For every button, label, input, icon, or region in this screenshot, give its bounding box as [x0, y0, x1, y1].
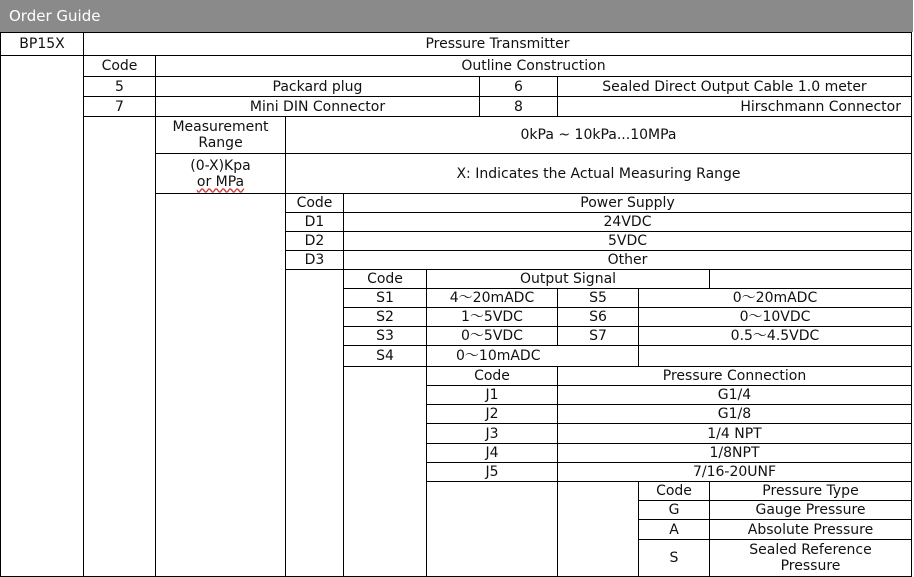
output-label: 0～10mADC	[426, 345, 639, 367]
output-title: Output Signal	[426, 269, 710, 289]
connection-title: Pressure Connection	[557, 366, 912, 386]
connection-code-header: Code	[426, 366, 558, 386]
connection-label: 1/4 NPT	[557, 423, 912, 444]
output-label: 0.5～4.5VDC	[638, 326, 912, 346]
outline-code: 5	[83, 76, 156, 97]
output-label: 4～20mADC	[426, 288, 558, 308]
ptype-code: S	[638, 539, 710, 577]
range-x-label	[155, 153, 286, 194]
outline-code: 7	[83, 96, 156, 117]
model-name: Pressure Transmitter	[83, 32, 912, 56]
connection-label: 7/16-20UNF	[557, 462, 912, 482]
outline-title: Outline Construction	[155, 55, 912, 77]
connection-label: G1/8	[557, 404, 912, 424]
connection-label: 1/8NPT	[557, 443, 912, 463]
order-guide-title: Order Guide	[9, 7, 101, 25]
ptype-label: Absolute Pressure	[709, 519, 912, 540]
connection-code: J3	[426, 423, 558, 444]
outline-code-header: Code	[83, 55, 156, 77]
outline-label: Packard plug	[155, 76, 480, 97]
range-value: 0kPa ~ 10kPa...10MPa	[285, 116, 912, 154]
power-code: D1	[285, 212, 344, 232]
power-title: Power Supply	[343, 193, 912, 213]
output-code: S5	[557, 288, 639, 308]
connection-code: J2	[426, 404, 558, 424]
ptype-label: Sealed Reference Pressure	[709, 539, 912, 577]
power-label: Other	[343, 250, 912, 270]
output-blank	[638, 345, 912, 367]
output-label: 0～5VDC	[426, 326, 558, 346]
connection-code: J4	[426, 443, 558, 463]
range-x-label-line2: or MPa	[196, 173, 245, 190]
power-code-header: Code	[285, 193, 344, 213]
ptype-label: Gauge Pressure	[709, 500, 912, 520]
outline-code: 6	[479, 76, 558, 97]
output-code: S1	[343, 288, 427, 308]
ptype-title: Pressure Type	[709, 481, 912, 501]
outline-label: Mini DIN Connector	[155, 96, 480, 117]
connection-spacer	[426, 481, 558, 577]
range-x-note: X: Indicates the Actual Measuring Range	[285, 153, 912, 194]
ptype-code-header: Code	[638, 481, 710, 501]
outline-code: 8	[479, 96, 558, 117]
range-x-label-line1: (0-X)Kpa	[190, 157, 251, 174]
ptype-code: G	[638, 500, 710, 520]
connection-code: J1	[426, 385, 558, 405]
output-code: S7	[557, 326, 639, 346]
connection-label: G1/4	[557, 385, 912, 405]
connection-code: J5	[426, 462, 558, 482]
ptype-code: A	[638, 519, 710, 540]
output-label: 0～10VDC	[638, 307, 912, 327]
output-code: S3	[343, 326, 427, 346]
output-code: S4	[343, 345, 427, 367]
power-spacer	[285, 269, 344, 577]
power-label: 5VDC	[343, 231, 912, 251]
power-label: 24VDC	[343, 212, 912, 232]
power-code: D2	[285, 231, 344, 251]
outline-label: Hirschmann Connector	[557, 96, 912, 117]
left-spacer	[0, 55, 84, 577]
connection-spacer-2	[557, 481, 639, 577]
outline-spacer	[83, 116, 156, 577]
range-label: Measurement Range	[155, 116, 286, 154]
output-header-blank	[709, 269, 912, 289]
power-code: D3	[285, 250, 344, 270]
range-spacer	[155, 193, 286, 577]
model-code: BP15X	[0, 32, 84, 56]
outline-label: Sealed Direct Output Cable 1.0 meter	[557, 76, 912, 97]
output-code-header: Code	[343, 269, 427, 289]
output-code: S6	[557, 307, 639, 327]
order-guide-header	[0, 0, 913, 32]
output-label: 0～20mADC	[638, 288, 912, 308]
output-spacer	[343, 366, 427, 577]
output-label: 1～5VDC	[426, 307, 558, 327]
output-code: S2	[343, 307, 427, 327]
